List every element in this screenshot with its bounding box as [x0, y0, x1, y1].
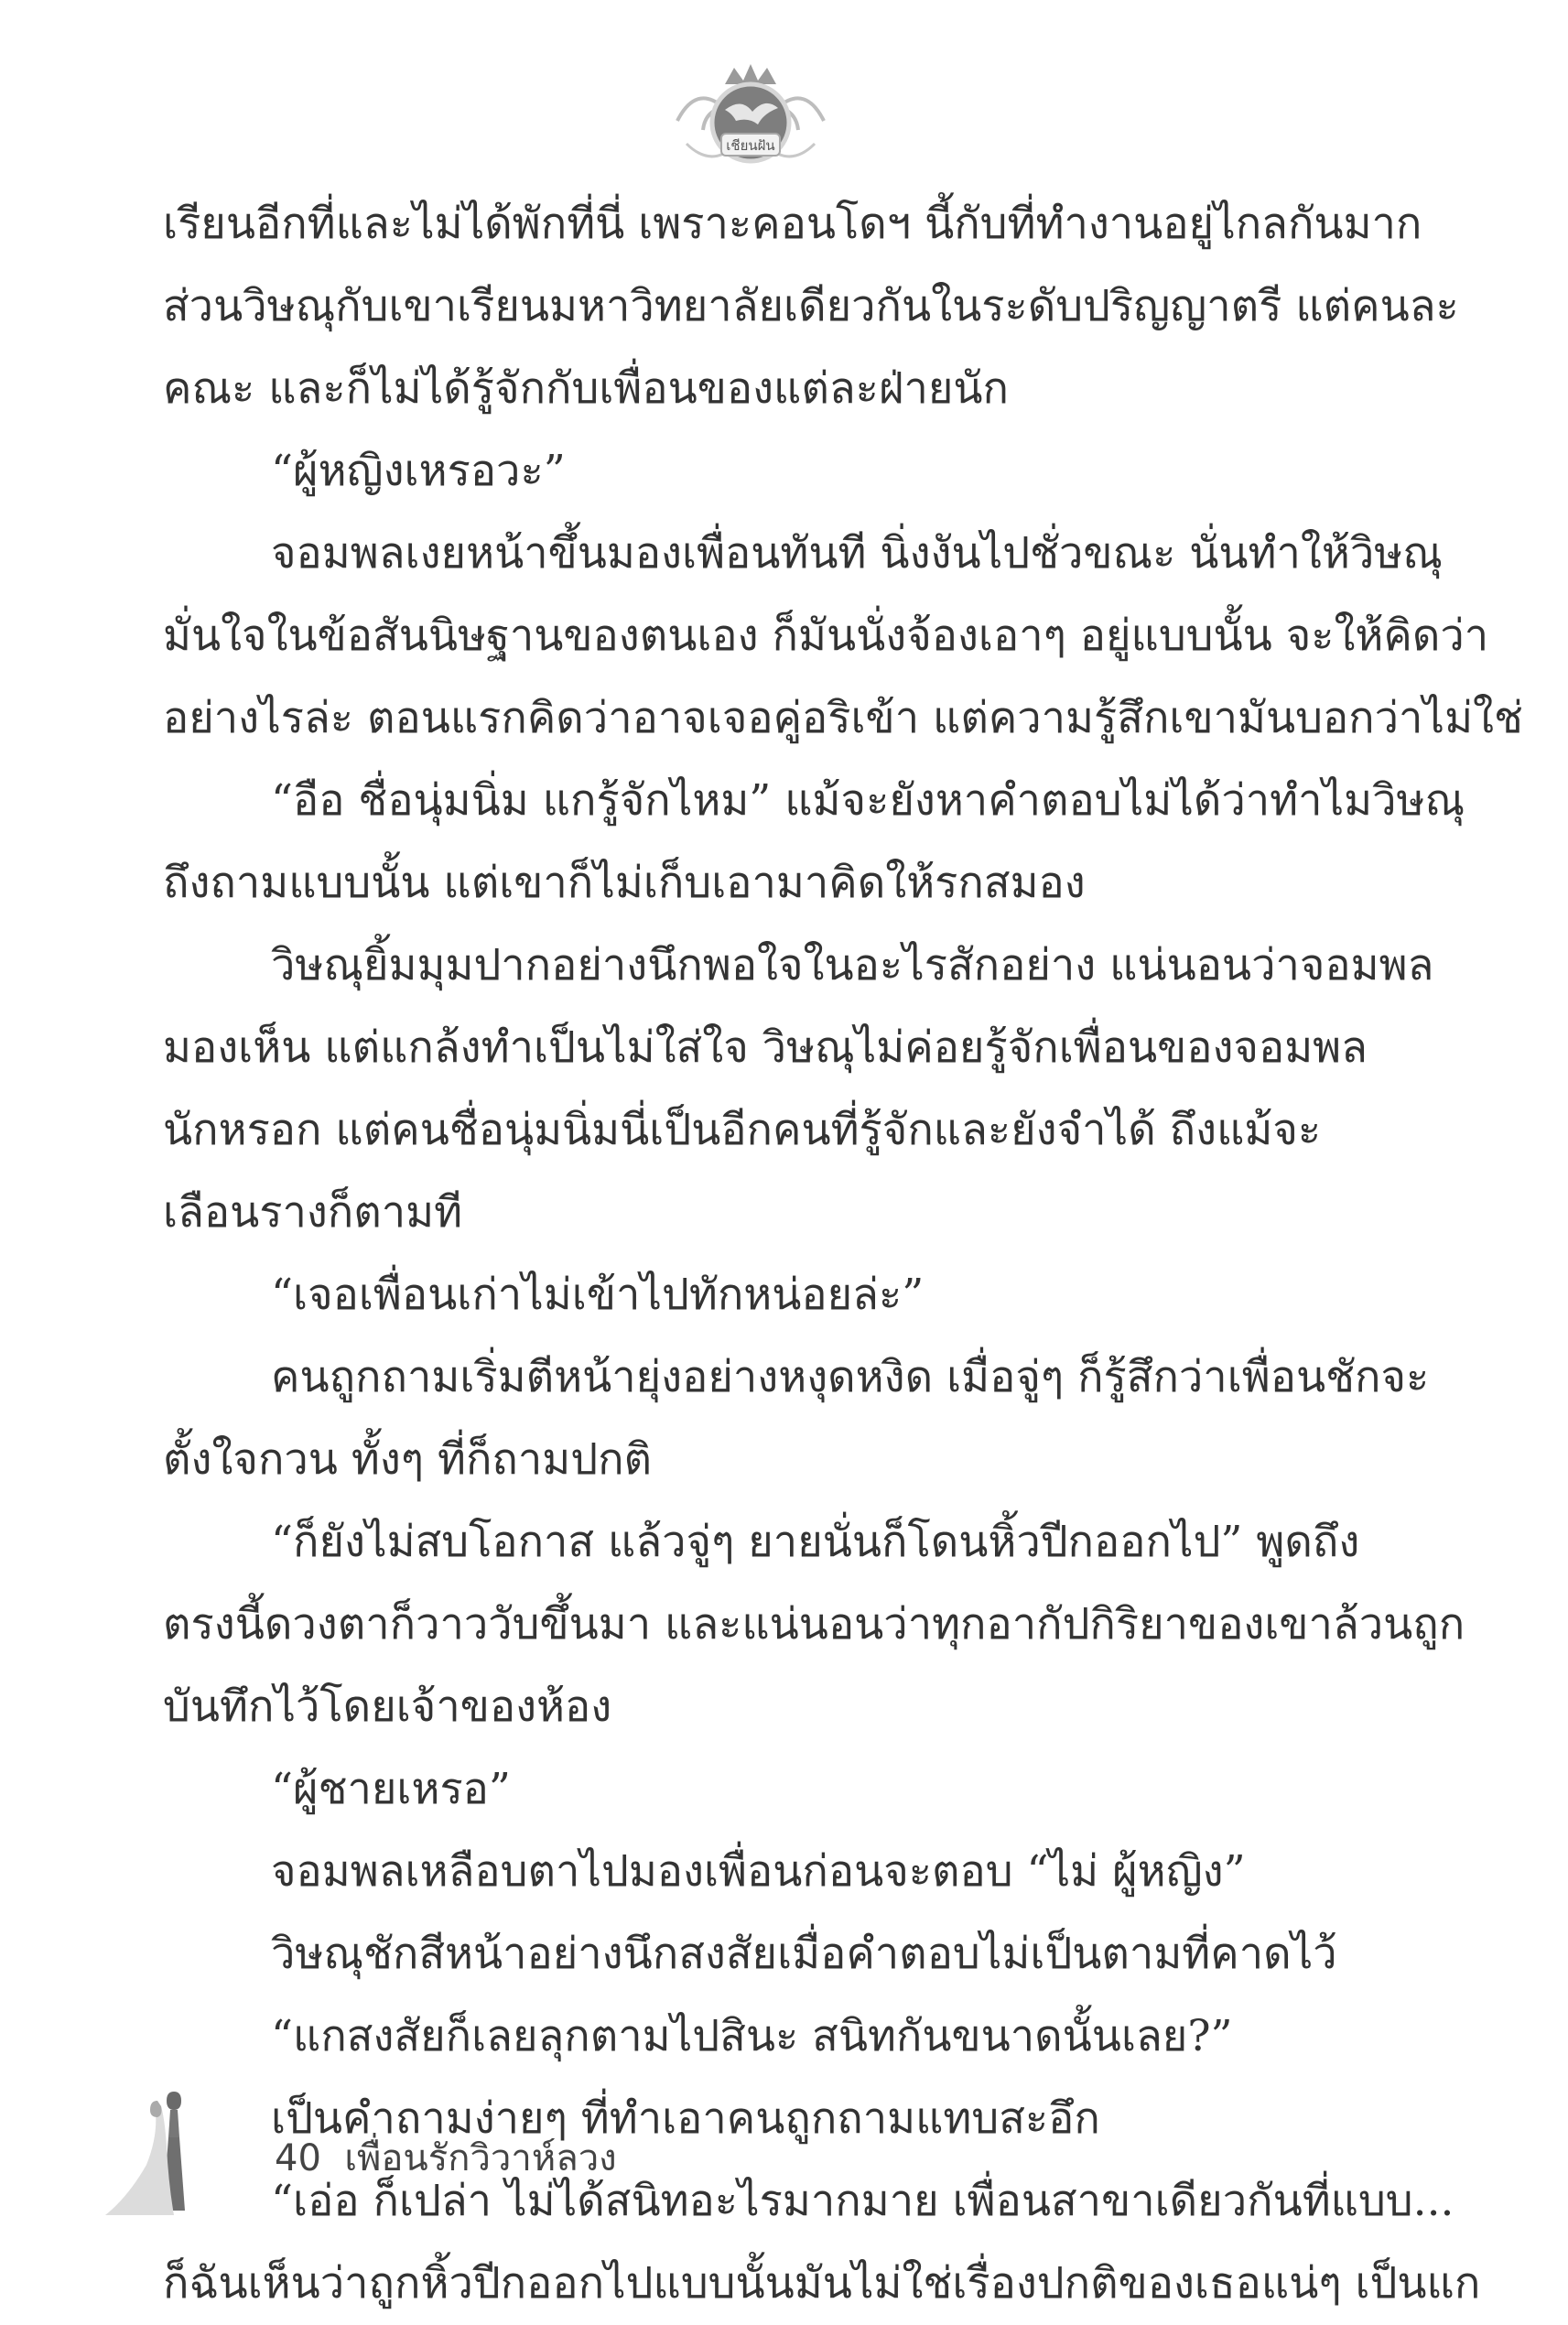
body-text: [163, 183, 1523, 2325]
text-line: วิษณุชักสีหน้าอย่างนึกสงสัยเมื่อคำตอบไม่เป็นตามที่คาดไว้: [271, 1929, 1337, 1979]
text-line: ถึงถามแบบนั้น แต่เขาก็ไม่เก็บเอามาคิดให้รกสมอง: [163, 858, 1086, 908]
text-line: เป็นคำถามง่ายๆ ที่ทำเอาคนถูกถามแทบสะอึก: [271, 2093, 1100, 2144]
text-line: มองเห็น แต่แกล้งทำเป็นไม่ใส่ใจ วิษณุไม่ค่อยรู้จักเพื่อนของจอมพล: [163, 1022, 1368, 1073]
publisher-logo: [668, 57, 833, 176]
text-line: “อือ ชื่อนุ่มนิ่ม แกรู้จักไหม” แม้จะยังหาคำตอบไม่ได้ว่าทำไมวิษณุ: [271, 775, 1465, 826]
text-line: เรียนอีกที่และไม่ได้พักที่นี่ เพราะคอนโดฯ นี้กับที่ทำงานอยู่ไกลกันมาก: [163, 199, 1422, 249]
text-line: “เอ่อ ก็เปล่า ไม่ได้สนิทอะไรมากมาย เพื่อนสาขาเดียวกันที่แบบ...: [271, 2176, 1454, 2226]
logo-text: เชียนฝัน: [726, 137, 775, 154]
text-line: เลือนรางก็ตามที: [163, 1187, 463, 1238]
text-line: มั่นใจในข้อสันนิษฐานของตนเอง ก็มันนั่งจ้องเอาๆ อยู่แบบนั้น จะให้คิดว่า: [163, 611, 1489, 661]
book-title: เพื่อนรักวิวาห์ลวง: [344, 2137, 617, 2179]
text-line: “เจอเพื่อนเก่าไม่เข้าไปทักหน่อยล่ะ”: [271, 1270, 925, 1320]
bride-figure-icon: [101, 2073, 211, 2220]
text-line: จอมพลเหลือบตาไปมองเพื่อนก่อนจะตอบ “ไม่ ผู้หญิง”: [271, 1846, 1246, 1897]
text-line: จอมพลเงยหน้าขึ้นมองเพื่อนทันที นิ่งงันไปชั่วขณะ นั่นทำให้วิษณุ: [271, 528, 1443, 579]
text-line: “ก็ยังไม่สบโอกาส แล้วจู่ๆ ยายนั่นก็โดนหิ้วปีกออกไป” พูดถึง: [271, 1517, 1360, 1567]
text-line: ตั้งใจกวน ทั้งๆ ที่ก็ถามปกติ: [163, 1434, 653, 1485]
text-line: วิษณุยิ้มมุมปากอย่างนึกพอใจในอะไรสักอย่าง แน่นอนว่าจอมพล: [271, 940, 1434, 990]
text-line: นักหรอก แต่คนชื่อนุ่มนิ่มนี่เป็นอีกคนที่รู้จักและยังจำได้ ถึงแม้จะ: [163, 1105, 1322, 1155]
text-line: ส่วนวิษณุกับเขาเรียนมหาวิทยาลัยเดียวกันในระดับปริญญาตรี แต่คนละ: [163, 281, 1459, 331]
page-number: 40: [275, 2137, 321, 2179]
text-line: “แกสงสัยก็เลยลุกตามไปสินะ สนิทกันขนาดนั้นเลย?”: [271, 2011, 1233, 2061]
text-line: อย่างไรล่ะ ตอนแรกคิดว่าอาจเจอคู่อริเข้า แต่ความรู้สึกเขามันบอกว่าไม่ใช่: [163, 693, 1523, 743]
footer-text: [275, 2128, 617, 2187]
text-line: ก็ฉันเห็นว่าถูกหิ้วปีกออกไปแบบนั้นมันไม่ใช่เรื่องปกติของเธอแน่ๆ เป็นแก: [163, 2258, 1481, 2309]
text-line: “ผู้ชายเหรอ”: [271, 1764, 511, 1814]
text-line: คณะ และก็ไม่ได้รู้จักกับเพื่อนของแต่ละฝ่ายนัก: [163, 363, 1009, 414]
text-line: ตรงนี้ดวงตาก็วาววับขึ้นมา และแน่นอนว่าทุกอากัปกิริยาของเขาล้วนถูก: [163, 1599, 1465, 1649]
text-line: บันทึกไว้โดยเจ้าของห้อง: [163, 1682, 612, 1732]
text-line: คนถูกถามเริ่มตีหน้ายุ่งอย่างหงุดหงิด เมื่อจู่ๆ ก็รู้สึกว่าเพื่อนชักจะ: [271, 1352, 1430, 1402]
text-line: “ผู้หญิงเหรอวะ”: [271, 446, 566, 496]
page-footer: [101, 2073, 741, 2220]
